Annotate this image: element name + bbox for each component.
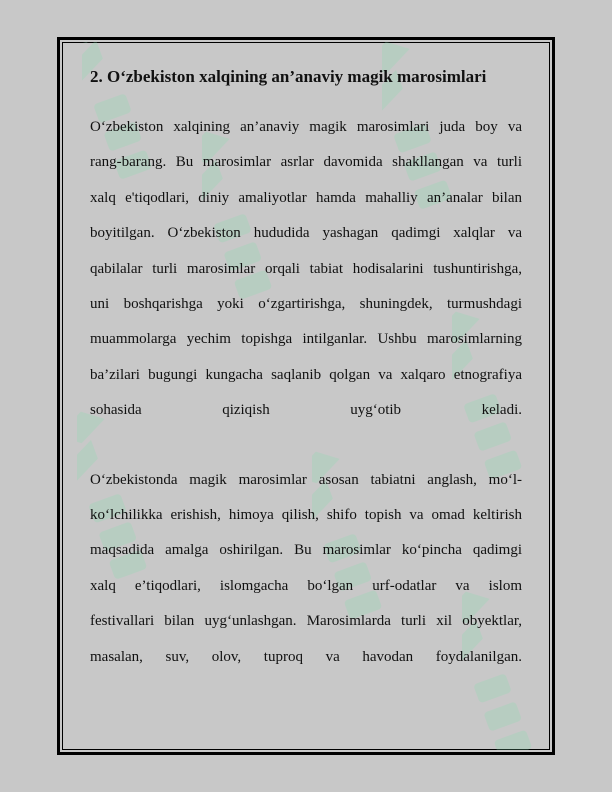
- text-line: boyitilgan. O‘zbekiston hududida yashagan qadimgi xalqlar va: [90, 225, 522, 242]
- text-line: ko‘lchilikka erishish, himoya qilish, shifo topish va omad keltirish: [90, 507, 522, 524]
- text-line: festivallari bilan uyg‘unlashgan. Marosimlarda turli xil obyektlar,: [90, 613, 522, 630]
- text-line: xalq e’tiqodlari, islomgacha bo‘lgan urf-odatlar va islom: [90, 577, 522, 594]
- text-line: sohasida qiziqish uyg‘otib keladi.: [90, 402, 522, 419]
- text-line: O‘zbekiston xalqining an’anaviy magik marosimlari juda boy va: [90, 119, 522, 135]
- text-line: qabilalar turli marosimlar orqali tabiat hodisalarini tushuntirishga,: [90, 260, 522, 277]
- text-line: O‘zbekistonda magik marosimlar asosan tabiatni anglash, mo‘l-: [90, 471, 522, 488]
- text-line: xalq e'tiqodlari, diniy amaliyotlar hamda mahalliy an’analar bilan: [90, 189, 522, 206]
- text-line: uni boshqarishga yoki o‘zgartirishga, shuningdek, turmushdagi: [90, 296, 522, 313]
- text-line: ba’zilari bugungi kungacha saqlanib qolgan va xalqaro etnografiya: [90, 366, 522, 383]
- text-line: maqsadida amalga oshirilgan. Bu marosimlar ko‘pincha qadimgi: [90, 542, 522, 559]
- document-body: [90, 66, 522, 675]
- text-line: masalan, suv, olov, tuproq va havodan foydalanilgan.: [90, 648, 522, 665]
- section-heading: 2. O‘zbekiston xalqining an’anaviy magik marosimlari: [90, 67, 487, 86]
- paragraph-spacer: [90, 429, 522, 463]
- text-line: muammolarga yechim topishga intilganlar. Ushbu marosimlarning: [90, 331, 522, 348]
- text-line: rang-barang. Bu marosimlar asrlar davomida shakllangan va turli: [90, 154, 522, 171]
- paragraph-2: [90, 463, 522, 675]
- paragraph-1: [90, 110, 522, 429]
